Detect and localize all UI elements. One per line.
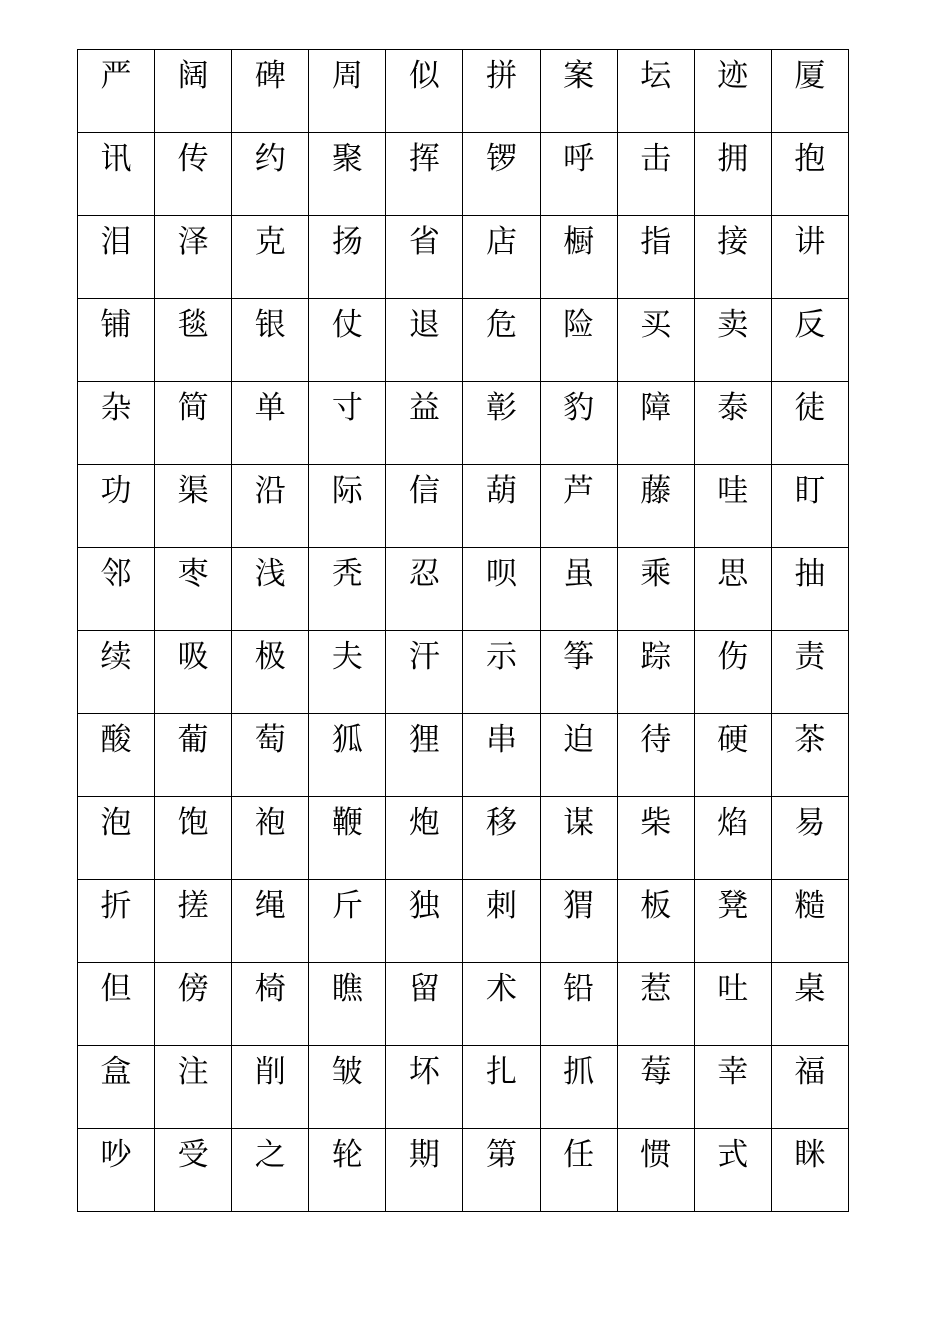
- grid-cell: [78, 963, 155, 1046]
- grid-cell: [771, 631, 848, 714]
- grid-cell: [232, 133, 309, 216]
- character: 吸: [177, 639, 209, 675]
- character: 易: [794, 805, 826, 841]
- character: 击: [640, 141, 672, 177]
- grid-cell: [78, 714, 155, 797]
- character: 续: [100, 639, 132, 675]
- character: 吵: [100, 1137, 132, 1173]
- character: 障: [640, 390, 672, 426]
- grid-cell: [386, 631, 463, 714]
- grid-cell: [771, 216, 848, 299]
- grid-cell: [540, 299, 617, 382]
- grid-cell: [771, 299, 848, 382]
- character: 斤: [331, 888, 363, 924]
- character: 狐: [331, 722, 363, 758]
- character: 示: [486, 639, 518, 675]
- character: 铺: [100, 307, 132, 343]
- grid-row: [78, 797, 849, 880]
- grid-cell: [694, 299, 771, 382]
- grid-cell: [232, 631, 309, 714]
- grid-cell: [540, 133, 617, 216]
- grid-row: [78, 963, 849, 1046]
- grid-cell: [232, 216, 309, 299]
- character: 吐: [717, 971, 749, 1007]
- grid-cell: [155, 963, 232, 1046]
- grid-cell: [78, 465, 155, 548]
- grid-cell: [386, 382, 463, 465]
- grid-cell: [617, 382, 694, 465]
- character: 盯: [794, 473, 826, 509]
- grid-cell: [694, 714, 771, 797]
- character: 买: [640, 307, 672, 343]
- grid-cell: [155, 1129, 232, 1212]
- grid-cell: [386, 797, 463, 880]
- grid-cell: [694, 216, 771, 299]
- grid-cell: [771, 714, 848, 797]
- character: 锣: [486, 141, 518, 177]
- grid-cell: [309, 963, 386, 1046]
- grid-cell: [540, 50, 617, 133]
- character: 葡: [177, 722, 209, 758]
- character: 待: [640, 722, 672, 758]
- character: 炮: [408, 805, 440, 841]
- grid-cell: [232, 1046, 309, 1129]
- grid-cell: [309, 714, 386, 797]
- character: 碑: [254, 58, 286, 94]
- grid-cell: [617, 797, 694, 880]
- character: 萄: [254, 722, 286, 758]
- grid-cell: [386, 880, 463, 963]
- grid-cell: [540, 880, 617, 963]
- character: 简: [177, 390, 209, 426]
- character: 柴: [640, 805, 672, 841]
- grid-cell: [463, 880, 540, 963]
- grid-cell: [540, 1046, 617, 1129]
- grid-cell: [463, 465, 540, 548]
- character: 秃: [331, 556, 363, 592]
- character: 泪: [100, 224, 132, 260]
- character: 约: [254, 141, 286, 177]
- character: 讲: [794, 224, 826, 260]
- grid-cell: [386, 963, 463, 1046]
- character: 注: [177, 1054, 209, 1090]
- grid-cell: [771, 548, 848, 631]
- grid-cell: [386, 1046, 463, 1129]
- grid-cell: [78, 1046, 155, 1129]
- grid-cell: [78, 631, 155, 714]
- character: 泰: [717, 390, 749, 426]
- character: 周: [331, 58, 363, 94]
- grid-cell: [463, 216, 540, 299]
- grid-cell: [694, 1046, 771, 1129]
- character: 单: [254, 390, 286, 426]
- character: 狸: [408, 722, 440, 758]
- grid-cell: [617, 299, 694, 382]
- grid-cell: [463, 1046, 540, 1129]
- grid-cell: [463, 963, 540, 1046]
- grid-cell: [78, 382, 155, 465]
- character: 渠: [177, 473, 209, 509]
- grid-cell: [463, 299, 540, 382]
- character: 酸: [100, 722, 132, 758]
- character: 汗: [408, 639, 440, 675]
- grid-cell: [155, 880, 232, 963]
- character: 阔: [177, 58, 209, 94]
- character: 踪: [640, 639, 672, 675]
- character: 硬: [717, 722, 749, 758]
- grid-cell: [386, 465, 463, 548]
- grid-cell: [540, 548, 617, 631]
- character: 抓: [563, 1054, 595, 1090]
- character: 桌: [794, 971, 826, 1007]
- grid-cell: [155, 714, 232, 797]
- grid-cell: [771, 50, 848, 133]
- character: 折: [100, 888, 132, 924]
- grid-row: [78, 880, 849, 963]
- grid-cell: [155, 797, 232, 880]
- grid-cell: [771, 1129, 848, 1212]
- character: 伤: [717, 639, 749, 675]
- grid-cell: [309, 133, 386, 216]
- grid-cell: [463, 133, 540, 216]
- grid-cell: [232, 880, 309, 963]
- grid-cell: [540, 216, 617, 299]
- character: 抽: [794, 556, 826, 592]
- grid-cell: [155, 299, 232, 382]
- grid-row: [78, 1046, 849, 1129]
- character: 任: [563, 1137, 595, 1173]
- grid-cell: [232, 382, 309, 465]
- grid-cell: [463, 50, 540, 133]
- character: 葫: [486, 473, 518, 509]
- grid-cell: [694, 50, 771, 133]
- grid-cell: [617, 548, 694, 631]
- grid-row: [78, 133, 849, 216]
- character: 傍: [177, 971, 209, 1007]
- character: 绳: [254, 888, 286, 924]
- character: 徒: [794, 390, 826, 426]
- character: 呗: [486, 556, 518, 592]
- character: 泡: [100, 805, 132, 841]
- grid-cell: [463, 797, 540, 880]
- character: 凳: [717, 888, 749, 924]
- grid-cell: [386, 299, 463, 382]
- grid-row: [78, 548, 849, 631]
- character-grid-body: [78, 50, 849, 1212]
- grid-cell: [771, 880, 848, 963]
- grid-cell: [463, 714, 540, 797]
- character: 省: [408, 224, 440, 260]
- grid-cell: [540, 797, 617, 880]
- character: 沿: [254, 473, 286, 509]
- grid-cell: [386, 133, 463, 216]
- character: 乘: [640, 556, 672, 592]
- grid-cell: [309, 880, 386, 963]
- character: 猬: [563, 888, 595, 924]
- character: 盒: [100, 1054, 132, 1090]
- character: 功: [100, 473, 132, 509]
- grid-cell: [78, 548, 155, 631]
- character: 谋: [563, 805, 595, 841]
- grid-cell: [155, 548, 232, 631]
- grid-cell: [155, 216, 232, 299]
- character: 益: [408, 390, 440, 426]
- grid-cell: [771, 133, 848, 216]
- grid-cell: [309, 465, 386, 548]
- grid-row: [78, 50, 849, 133]
- character: 椅: [254, 971, 286, 1007]
- grid-cell: [309, 548, 386, 631]
- character: 削: [254, 1054, 286, 1090]
- character: 筝: [563, 639, 595, 675]
- character: 险: [563, 307, 595, 343]
- grid-cell: [771, 382, 848, 465]
- character: 挥: [408, 141, 440, 177]
- grid-row: [78, 299, 849, 382]
- character: 橱: [563, 224, 595, 260]
- character: 店: [486, 224, 518, 260]
- character: 极: [254, 639, 286, 675]
- character: 拼: [486, 58, 518, 94]
- character: 芦: [563, 473, 595, 509]
- character: 受: [177, 1137, 209, 1173]
- character: 邻: [100, 556, 132, 592]
- grid-cell: [232, 797, 309, 880]
- grid-cell: [617, 1129, 694, 1212]
- character: 退: [408, 307, 440, 343]
- grid-cell: [463, 1129, 540, 1212]
- grid-cell: [540, 963, 617, 1046]
- character-grid: [77, 49, 849, 1212]
- grid-cell: [309, 216, 386, 299]
- grid-cell: [78, 1129, 155, 1212]
- grid-cell: [309, 631, 386, 714]
- character: 枣: [177, 556, 209, 592]
- character: 拥: [717, 141, 749, 177]
- grid-cell: [309, 382, 386, 465]
- grid-cell: [78, 133, 155, 216]
- character: 聚: [331, 141, 363, 177]
- character: 仗: [331, 307, 363, 343]
- grid-cell: [386, 50, 463, 133]
- grid-cell: [78, 880, 155, 963]
- grid-cell: [540, 382, 617, 465]
- grid-cell: [617, 631, 694, 714]
- character: 瞧: [331, 971, 363, 1007]
- grid-cell: [617, 714, 694, 797]
- character: 忍: [408, 556, 440, 592]
- grid-cell: [155, 382, 232, 465]
- character: 寸: [331, 390, 363, 426]
- character: 搓: [177, 888, 209, 924]
- character: 糙: [794, 888, 826, 924]
- grid-cell: [771, 1046, 848, 1129]
- character: 袍: [254, 805, 286, 841]
- character: 接: [717, 224, 749, 260]
- grid-cell: [155, 133, 232, 216]
- character: 期: [408, 1137, 440, 1173]
- grid-cell: [232, 548, 309, 631]
- grid-cell: [617, 133, 694, 216]
- character: 移: [486, 805, 518, 841]
- character: 之: [254, 1137, 286, 1173]
- grid-cell: [155, 1046, 232, 1129]
- grid-cell: [78, 299, 155, 382]
- grid-cell: [694, 797, 771, 880]
- grid-cell: [386, 1129, 463, 1212]
- grid-cell: [309, 1129, 386, 1212]
- grid-cell: [155, 465, 232, 548]
- character: 似: [408, 58, 440, 94]
- grid-cell: [771, 465, 848, 548]
- grid-cell: [155, 631, 232, 714]
- character: 浅: [254, 556, 286, 592]
- grid-cell: [694, 963, 771, 1046]
- grid-cell: [617, 465, 694, 548]
- grid-row: [78, 1129, 849, 1212]
- grid-cell: [463, 631, 540, 714]
- character: 坏: [408, 1054, 440, 1090]
- grid-cell: [78, 216, 155, 299]
- grid-cell: [309, 50, 386, 133]
- grid-cell: [617, 1046, 694, 1129]
- character: 但: [100, 971, 132, 1007]
- grid-cell: [155, 50, 232, 133]
- character: 板: [640, 888, 672, 924]
- grid-row: [78, 382, 849, 465]
- grid-cell: [78, 50, 155, 133]
- character: 豹: [563, 390, 595, 426]
- grid-row: [78, 714, 849, 797]
- grid-cell: [386, 548, 463, 631]
- character: 杂: [100, 390, 132, 426]
- character: 思: [717, 556, 749, 592]
- character: 轮: [331, 1137, 363, 1173]
- grid-cell: [617, 880, 694, 963]
- grid-row: [78, 465, 849, 548]
- grid-cell: [694, 631, 771, 714]
- character: 呼: [563, 141, 595, 177]
- grid-cell: [463, 548, 540, 631]
- character: 际: [331, 473, 363, 509]
- character: 眯: [794, 1137, 826, 1173]
- grid-row: [78, 216, 849, 299]
- character: 焰: [717, 805, 749, 841]
- grid-cell: [694, 548, 771, 631]
- grid-cell: [540, 1129, 617, 1212]
- character: 术: [486, 971, 518, 1007]
- character: 夫: [331, 639, 363, 675]
- character: 严: [100, 58, 132, 94]
- grid-cell: [694, 880, 771, 963]
- character: 迫: [563, 722, 595, 758]
- grid-cell: [694, 382, 771, 465]
- character: 抱: [794, 141, 826, 177]
- character: 厦: [794, 58, 826, 94]
- character: 信: [408, 473, 440, 509]
- character: 扎: [486, 1054, 518, 1090]
- character: 第: [486, 1137, 518, 1173]
- character: 毯: [177, 307, 209, 343]
- grid-cell: [232, 1129, 309, 1212]
- grid-cell: [309, 797, 386, 880]
- grid-cell: [617, 50, 694, 133]
- grid-cell: [78, 797, 155, 880]
- character: 藤: [640, 473, 672, 509]
- character: 案: [563, 58, 595, 94]
- character: 惹: [640, 971, 672, 1007]
- character: 坛: [640, 58, 672, 94]
- character: 指: [640, 224, 672, 260]
- character: 串: [486, 722, 518, 758]
- character: 彰: [486, 390, 518, 426]
- character: 卖: [717, 307, 749, 343]
- grid-cell: [309, 299, 386, 382]
- grid-cell: [540, 631, 617, 714]
- character: 责: [794, 639, 826, 675]
- character: 哇: [717, 473, 749, 509]
- grid-cell: [617, 963, 694, 1046]
- character: 鞭: [331, 805, 363, 841]
- character: 莓: [640, 1054, 672, 1090]
- grid-cell: [771, 797, 848, 880]
- character: 危: [486, 307, 518, 343]
- grid-cell: [617, 216, 694, 299]
- character: 虽: [563, 556, 595, 592]
- grid-cell: [540, 465, 617, 548]
- character: 皱: [331, 1054, 363, 1090]
- grid-cell: [771, 963, 848, 1046]
- character: 克: [254, 224, 286, 260]
- grid-cell: [463, 382, 540, 465]
- grid-cell: [694, 1129, 771, 1212]
- character: 独: [408, 888, 440, 924]
- character: 留: [408, 971, 440, 1007]
- grid-row: [78, 631, 849, 714]
- character: 讯: [100, 141, 132, 177]
- character: 传: [177, 141, 209, 177]
- grid-cell: [694, 133, 771, 216]
- character: 福: [794, 1054, 826, 1090]
- grid-cell: [386, 714, 463, 797]
- character: 铅: [563, 971, 595, 1007]
- grid-cell: [309, 1046, 386, 1129]
- character: 式: [717, 1137, 749, 1173]
- character: 刺: [486, 888, 518, 924]
- character: 惯: [640, 1137, 672, 1173]
- character: 银: [254, 307, 286, 343]
- character: 幸: [717, 1054, 749, 1090]
- grid-cell: [386, 216, 463, 299]
- character: 饱: [177, 805, 209, 841]
- character: 扬: [331, 224, 363, 260]
- grid-cell: [540, 714, 617, 797]
- character: 茶: [794, 722, 826, 758]
- character: 反: [794, 307, 826, 343]
- grid-cell: [232, 299, 309, 382]
- character: 泽: [177, 224, 209, 260]
- grid-cell: [232, 963, 309, 1046]
- character: 迹: [717, 58, 749, 94]
- grid-cell: [232, 50, 309, 133]
- grid-cell: [232, 714, 309, 797]
- grid-cell: [232, 465, 309, 548]
- grid-cell: [694, 465, 771, 548]
